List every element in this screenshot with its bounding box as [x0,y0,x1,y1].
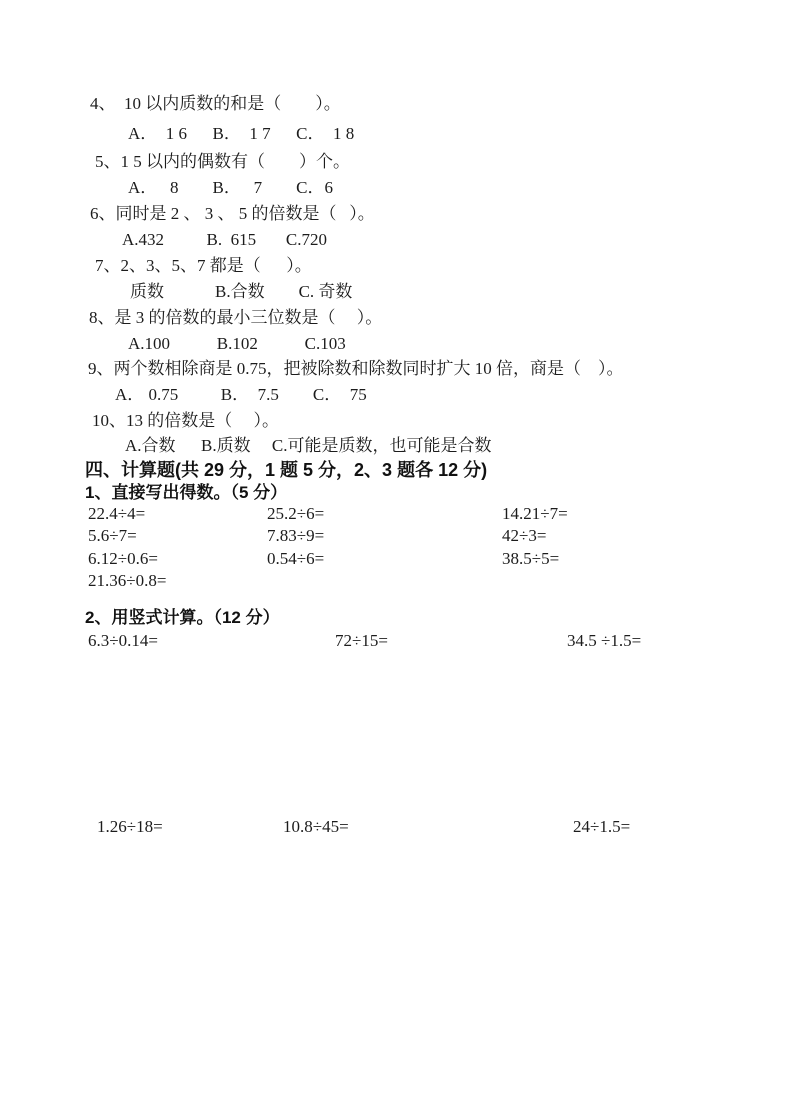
question-7-options: 质数 B.合数 C. 奇数 [130,282,353,301]
calc-section-heading: 四、计算题(共 29 分，1 题 5 分，2、3 题各 12 分) [85,460,488,480]
question-9-options: A． 0.75 B． 7.5 C． 75 [115,385,367,404]
calc-expression: 38.5÷5= [502,549,560,568]
calc-expression: 72÷15= [335,631,388,650]
question-7-stem: 7、2、3、5、7 都是（ ）。 [95,256,312,275]
calc-expression: 21.36÷0.8= [88,571,167,590]
calc-expression: 6.3÷0.14= [88,631,158,650]
question-5-options: A． 8 B． 7 C．6 [128,178,333,197]
calc-expression: 6.12÷0.6= [88,549,158,568]
question-6-stem: 6、同时是 2 、 3 、 5 的倍数是（ ）。 [90,204,375,223]
question-6-options: A.432 B. 615 C.720 [122,230,327,249]
calc-expression: 1.26÷18= [97,817,163,836]
question-8-stem: 8、是 3 的倍数的最小三位数是（ ）。 [89,308,383,327]
question-10-stem: 10、13 的倍数是（ ）。 [92,411,279,430]
question-10-options: A.合数 B.质数 C.可能是质数，也可能是合数 [125,436,492,455]
question-9-stem: 9、两个数相除商是 0.75，把被除数和除数同时扩大 10 倍，商是（ ）。 [88,359,624,378]
calc-expression: 14.21÷7= [502,504,568,523]
calc-expression: 5.6÷7= [88,526,137,545]
calc-expression: 0.54÷6= [267,549,325,568]
calc-expression: 42÷3= [502,526,547,545]
question-4-stem: 4、 10 以内质数的和是（ ）。 [90,94,341,113]
calc-expression: 7.83÷9= [267,526,325,545]
question-5-stem: 5、1 5 以内的偶数有（ ）个。 [95,152,350,171]
calc-expression: 25.2÷6= [267,504,325,523]
calc-part1-heading: 1、直接写出得数。（5 分） [85,483,288,502]
question-8-options: A.100 B.102 C.103 [128,334,346,353]
calc-expression: 10.8÷45= [283,817,349,836]
calc-part2-heading: 2、用竖式计算。（12 分） [85,608,280,627]
calc-expression: 24÷1.5= [573,817,631,836]
calc-expression: 34.5 ÷1.5= [567,631,642,650]
calc-expression: 22.4÷4= [88,504,146,523]
question-4-options: A． 1 6 B． 1 7 C． 1 8 [128,124,355,143]
